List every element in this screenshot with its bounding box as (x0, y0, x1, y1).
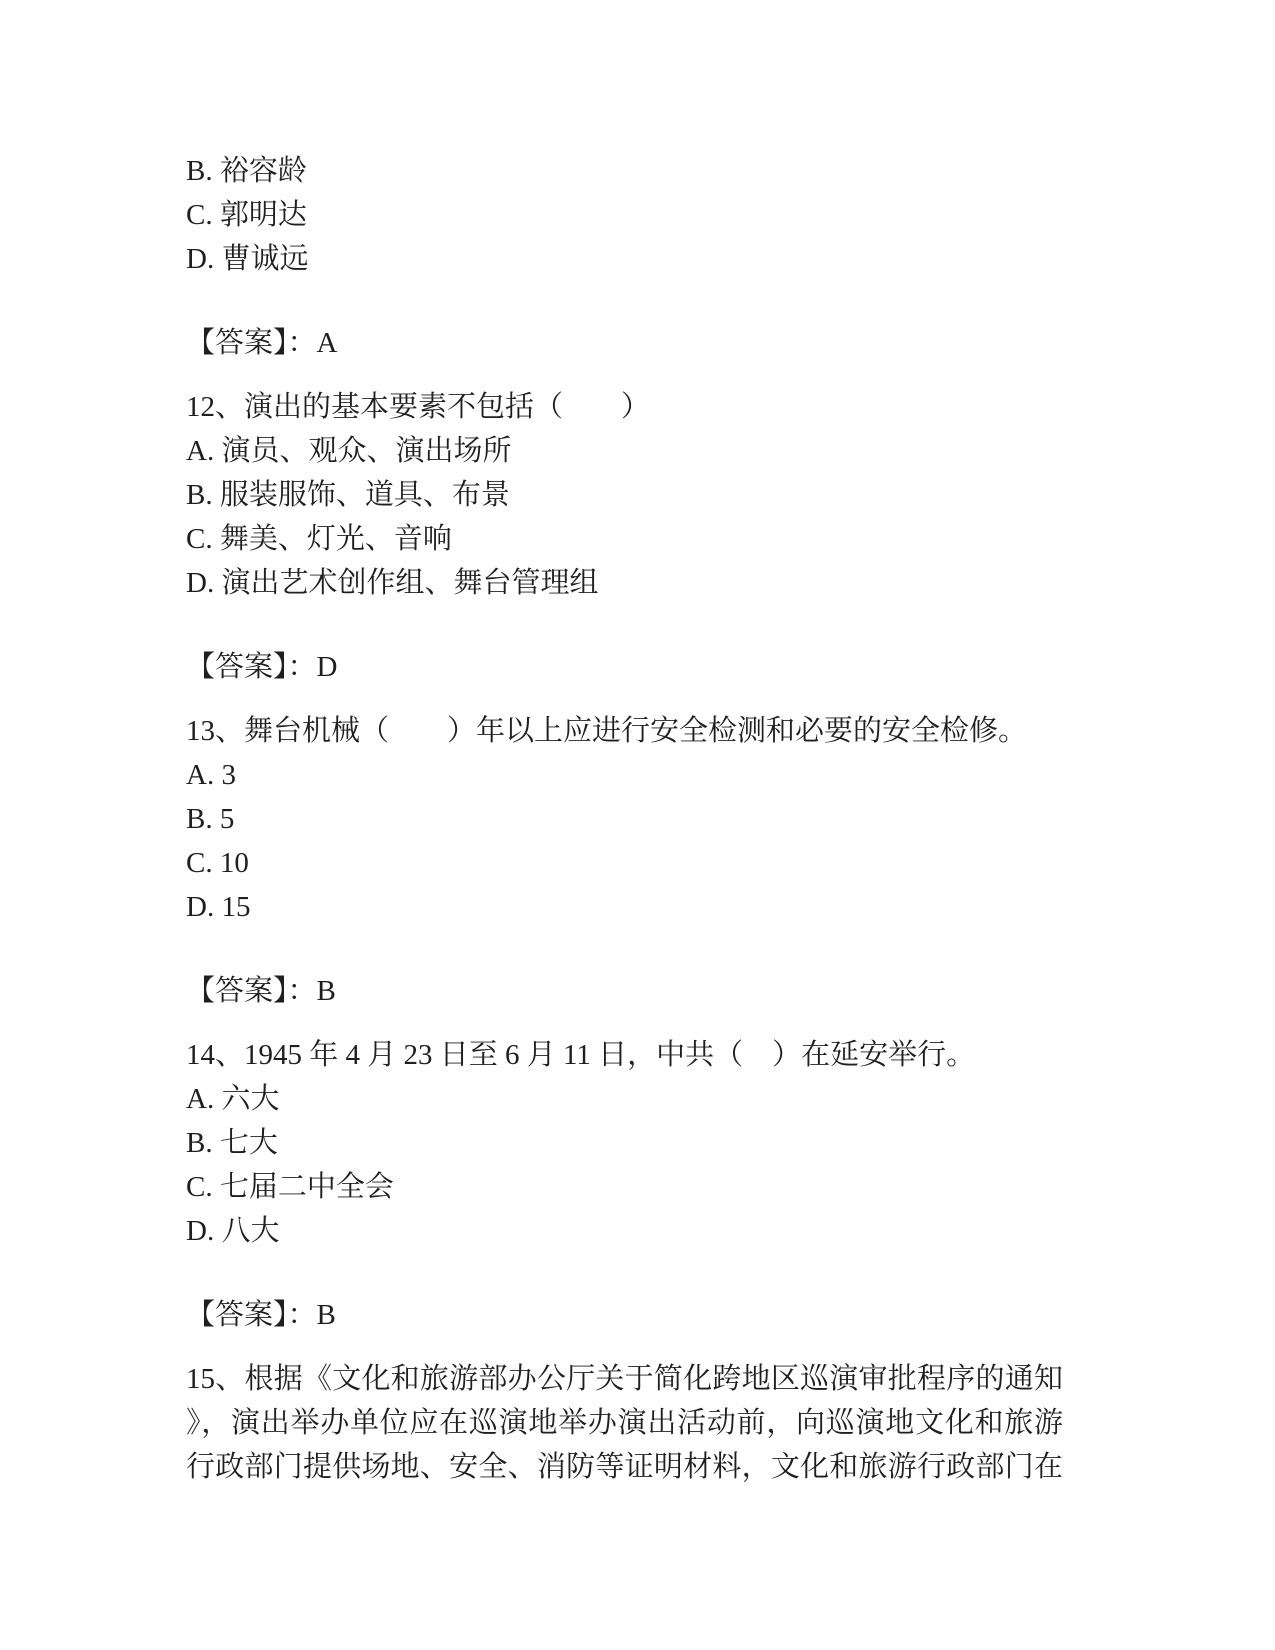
answer-line: 【答案】：B (186, 1299, 336, 1331)
option-line: D. 15 (186, 891, 251, 923)
question-stem-line: 13、舞台机械（ ）年以上应进行安全检测和必要的安全检修。 (186, 715, 1028, 747)
option-line: C. 郭明达 (186, 199, 307, 231)
question-block (186, 149, 1063, 365)
answer-line: 【答案】：B (186, 975, 336, 1007)
question-block (186, 1033, 1063, 1337)
option-line: A. 演员、观众、演出场所 (186, 435, 512, 467)
answer-line: 【答案】：A (186, 327, 338, 359)
question-block (186, 1357, 1063, 1489)
option-line: B. 5 (186, 803, 235, 835)
option-line: B. 七大 (186, 1127, 278, 1159)
question-stem-line: 》，演出举办单位应在巡演地举办演出活动前，向巡演地文化和旅游 (186, 1407, 1063, 1439)
option-line: A. 3 (186, 759, 236, 791)
question-stem-line: 行政部门提供场地、安全、消防等证明材料，文化和旅游行政部门在 (186, 1451, 1063, 1483)
option-line: C. 10 (186, 847, 249, 879)
question-list (186, 149, 1063, 1489)
option-line: D. 八大 (186, 1215, 280, 1247)
option-line: B. 裕容龄 (186, 155, 307, 187)
option-line: D. 演出艺术创作组、舞台管理组 (186, 567, 599, 599)
question-stem-line: 12、演出的基本要素不包括（ ） (186, 391, 651, 423)
option-line: D. 曹诚远 (186, 243, 309, 275)
answer-line: 【答案】：D (186, 651, 338, 683)
option-line: C. 七届二中全会 (186, 1171, 394, 1203)
question-block (186, 385, 1063, 689)
option-line: A. 六大 (186, 1083, 280, 1115)
question-block (186, 709, 1063, 1013)
option-line: B. 服装服饰、道具、布景 (186, 479, 510, 511)
option-line: C. 舞美、灯光、音响 (186, 523, 452, 555)
question-stem-line: 15、根据《文化和旅游部办公厅关于简化跨地区巡演审批程序的通知 (186, 1363, 1063, 1395)
question-stem-line: 14、1945 年 4 月 23 日至 6 月 11 日，中共（ ）在延安举行。 (186, 1039, 976, 1071)
